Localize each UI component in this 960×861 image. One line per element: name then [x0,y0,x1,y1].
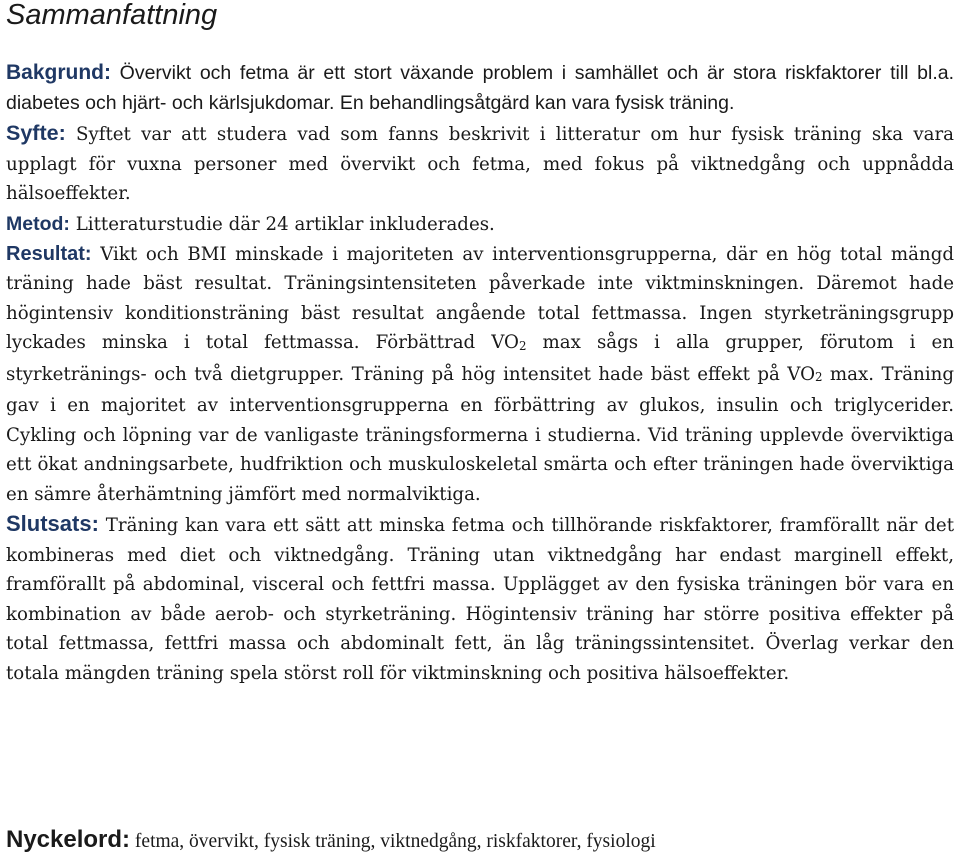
background-paragraph [6,58,954,119]
method-label: Metod: [6,212,70,235]
method-text: Litteraturstudie där 24 artiklar inkluderades. [69,213,495,235]
vo2-subscript-2: 2 [815,370,823,385]
method-paragraph [6,209,954,240]
background-label: Bakgrund: [6,61,111,84]
results-text-part-1: Vikt och BMI minskade i majoriteten av interventionsgrupperna, där en hög total mängd träning hade bäst resultat. Träningsintensiteten påverkade inte viktminskningen. Däremot hade högintensiv konditionsträning bäst resultat angående total fettmassa. Ingen styrketräningsgrupp lyckades minska i total fettmassa. Förbättrad VO [6,243,954,353]
abstract-document [6,0,955,853]
keywords-text: fetma, övervikt, fysisk träning, viktnedgång, riskfaktorer, fysiologi [130,831,656,852]
results-text-part-2: max sågs i alla grupper, förutom i en styrketränings- och två dietgrupper. Träning på hög intensitet hade bäst effekt på VO [6,332,954,385]
conclusion-text: Träning kan vara ett sätt att minska fetma och tillhörande riskfaktorer, framförallt när det kombineras med diet och viktnedgång. Träning utan viktnedgång har endast marginell effekt, framförallt på abdominal, visceral och fettfri massa. Upplägget av den fysiska träningen bör vara en kombination av både aerob- och styrketräning. Högintensiv träning har större positiva effekter på total fettmassa, fettfri massa och abdominalt fett, än låg träningssintensitet. Överlag verkar den totala mängden träning spela störst roll för viktminskning och positiva hälsoeffekter. [6,515,954,684]
conclusion-label: Slutsats: [6,511,99,536]
conclusion-paragraph [6,509,954,688]
results-label: Resultat: [6,242,92,265]
keywords-paragraph [6,822,656,861]
page-title: Sammanfattning [6,0,218,31]
aim-text: Syftet var att studera vad som fanns beskrivit i litteratur om hur fysisk träning ska vara upplagt för vuxna personer med övervikt och fetma, med fokus på viktnedgång och uppnådda hälsoeffekter. [6,124,954,204]
aim-paragraph [6,119,954,209]
aim-label: Syfte: [6,121,66,145]
results-paragraph [6,240,954,510]
results-text-part-3: max. Träning gav i en majoritet av interventionsgrupperna en förbättring av glukos, insulin och triglycerider. Cykling och löpning var de vanligaste träningsformerna i studierna. Vid träning upplevde överviktiga ett ökat andningsarbete, hudfriktion och muskuloskeletal smärta och efter träningen hade överviktiga en sämre återhämtning jämfört med normalviktiga. [6,363,955,505]
background-text: Övervikt och fetma är ett stort växande problem i samhället och är stora riskfaktorer till bl.a. diabetes och hjärt- och kärlsjukdomar. En behandlingsåtgärd kan vara fysisk träning. [6,62,954,114]
keywords-label: Nyckelord: [6,826,131,853]
vo2-subscript-1: 2 [518,338,527,353]
